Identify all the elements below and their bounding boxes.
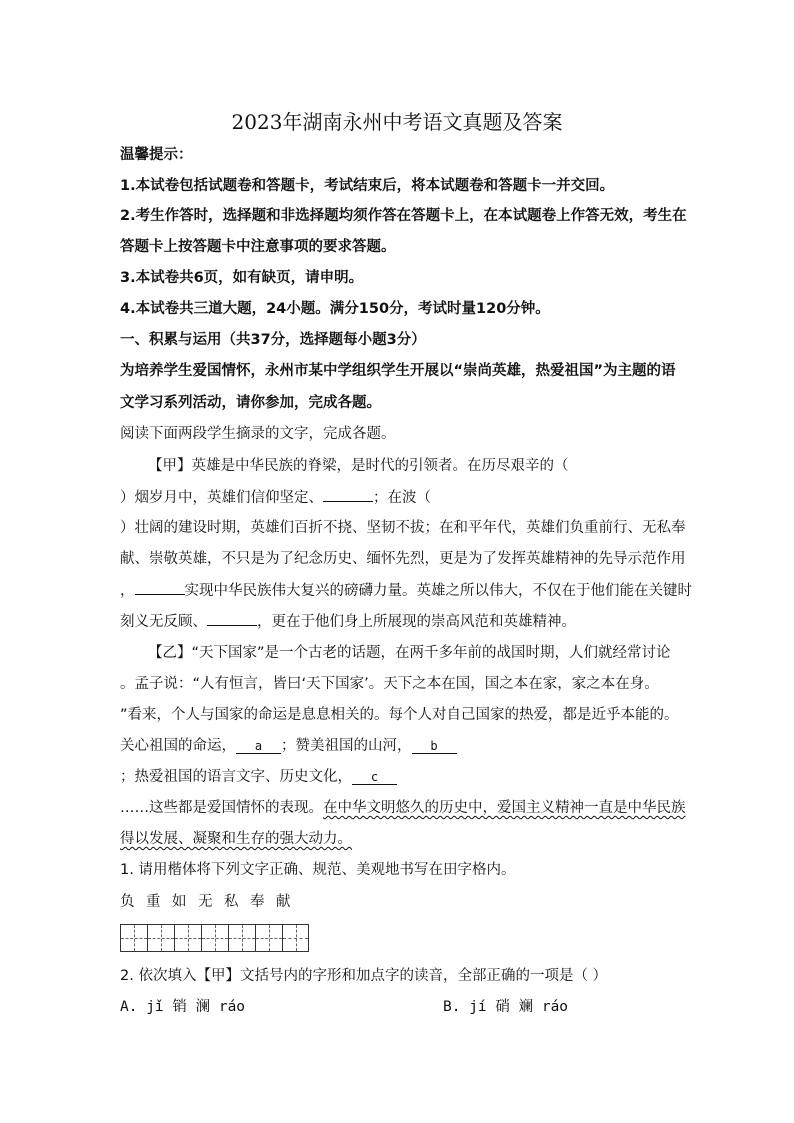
question-2-stem: 2. 依次填入【甲】文括号内的字形和加点字的读音，全部正确的一项是（ ） — [120, 968, 608, 984]
tianzige-grid — [120, 924, 309, 952]
text: ， — [120, 583, 135, 599]
document-title: 2023年湖南永州中考语文真题及答案 — [231, 110, 563, 134]
passage-yi-line — [120, 798, 686, 818]
passage-jia-line — [120, 611, 576, 632]
text: 刻义无反顾、 — [120, 614, 207, 630]
text: ）烟岁月中，英雄们信仰坚定、 — [120, 490, 323, 506]
grid-cell[interactable] — [174, 924, 201, 952]
notice-item: 答题卡上按答题卡中注意事项的要求答题。 — [120, 239, 396, 255]
character: 私 — [224, 894, 239, 910]
text: 关心祖国的命运， — [120, 738, 236, 754]
option-b[interactable]: B. jí 硝 斓 ráo — [443, 999, 569, 1015]
notice-heading: 温馨提示： — [120, 147, 193, 163]
text: ；赞美祖国的山河， — [281, 738, 412, 754]
fill-blank — [207, 611, 257, 626]
notice-item: 3.本试卷共6页，如有缺页，请申明。 — [120, 270, 364, 286]
passage-jia-line: 献、崇敬英雄，不只是为了纪念历史、缅怀先烈，更是为了发挥英雄精神的先导示范作用 — [120, 551, 686, 567]
grid-cell[interactable] — [255, 924, 282, 952]
question-1-stem: 1. 请用楷体将下列文字正确、规范、美观地书写在田字格内。 — [120, 862, 516, 878]
character: 重 — [146, 894, 161, 910]
section-heading: 一、积累与运用（共37分，选择题每小题3分） — [120, 332, 426, 348]
passage-yi-line — [120, 736, 457, 756]
notice-item: 4.本试卷共三道大题，24小题。满分150分，考试时量120分钟。 — [120, 301, 550, 317]
section-intro: 为培养学生爱国情怀，永州市某中学组织学生开展以“崇尚英雄，热爱祖国”为主题的语 — [120, 363, 676, 379]
notice-item: 1.本试卷包括试题卷和答题卡，考试结束后，将本试题卷和答题卡一并交回。 — [120, 178, 615, 194]
blank-c: c — [352, 770, 397, 785]
text: ；热爱祖国的语言文字、历史文化， — [120, 769, 352, 785]
passage-yi-line: ”看来，个人与国家的命运是息息相关的。每个人对自己国家的热爱，都是近乎本能的。 — [120, 707, 679, 723]
character: 负 — [120, 894, 135, 910]
wavy-underlined-sentence: 在中华文明悠久的历史中，爱国主义精神一直是中华民族 — [323, 800, 686, 816]
text: 实现中华民族伟大复兴的磅礴力量。英雄之所以伟大，不仅在于他们能在关键时 — [184, 583, 692, 599]
text: ；在波（ — [373, 490, 431, 506]
grid-cell[interactable] — [228, 924, 255, 952]
passage-yi-line: 。孟子说：“人有恒言，皆曰‘天下国家’。天下之本在国，国之本在家，家之本在身。 — [120, 676, 659, 692]
section-intro: 文学习系列活动，请你参加，完成各题。 — [120, 395, 381, 411]
character: 如 — [172, 894, 187, 910]
text: ，更在于他们身上所展现的崇高风范和英雄精神。 — [257, 614, 576, 630]
grid-cell[interactable] — [147, 924, 174, 952]
text: ……这些都是爱国情怀的表现。 — [120, 800, 323, 816]
passage-yi-line: 【乙】“天下国家”是一个古老的话题，在两千多年前的战国时期，人们就经常讨论 — [148, 645, 671, 661]
fill-blank — [135, 580, 185, 595]
grid-cell[interactable] — [201, 924, 228, 952]
question-1-characters — [120, 892, 302, 912]
character: 献 — [276, 894, 291, 910]
character: 无 — [198, 894, 213, 910]
grid-cell[interactable] — [120, 924, 147, 952]
fill-blank — [323, 487, 373, 502]
passage-jia-line — [120, 580, 692, 601]
wavy-underlined-sentence: 得以发展、凝聚和生存的强大动力。 — [120, 831, 352, 847]
grid-cell[interactable] — [282, 924, 309, 952]
reading-instruction: 阅读下面两段学生摘录的文字，完成各题。 — [120, 426, 396, 442]
passage-yi-line — [120, 767, 397, 787]
passage-jia-line — [120, 487, 431, 508]
option-a[interactable]: A. jǐ 销 澜 ráo — [120, 999, 246, 1015]
blank-a: a — [236, 739, 281, 754]
passage-jia-line: 【甲】英雄是中华民族的脊梁，是时代的引领者。在历尽艰辛的（ — [148, 458, 569, 474]
character: 奉 — [250, 894, 265, 910]
blank-b: b — [412, 739, 457, 754]
notice-item: 2.考生作答时，选择题和非选择题均须作答在答题卡上，在本试题卷上作答无效，考生在 — [120, 208, 687, 224]
passage-jia-line: ）壮阔的建设时期，英雄们百折不挠、坚韧不拔；在和平年代，英雄们负重前行、无私奉 — [120, 520, 686, 536]
